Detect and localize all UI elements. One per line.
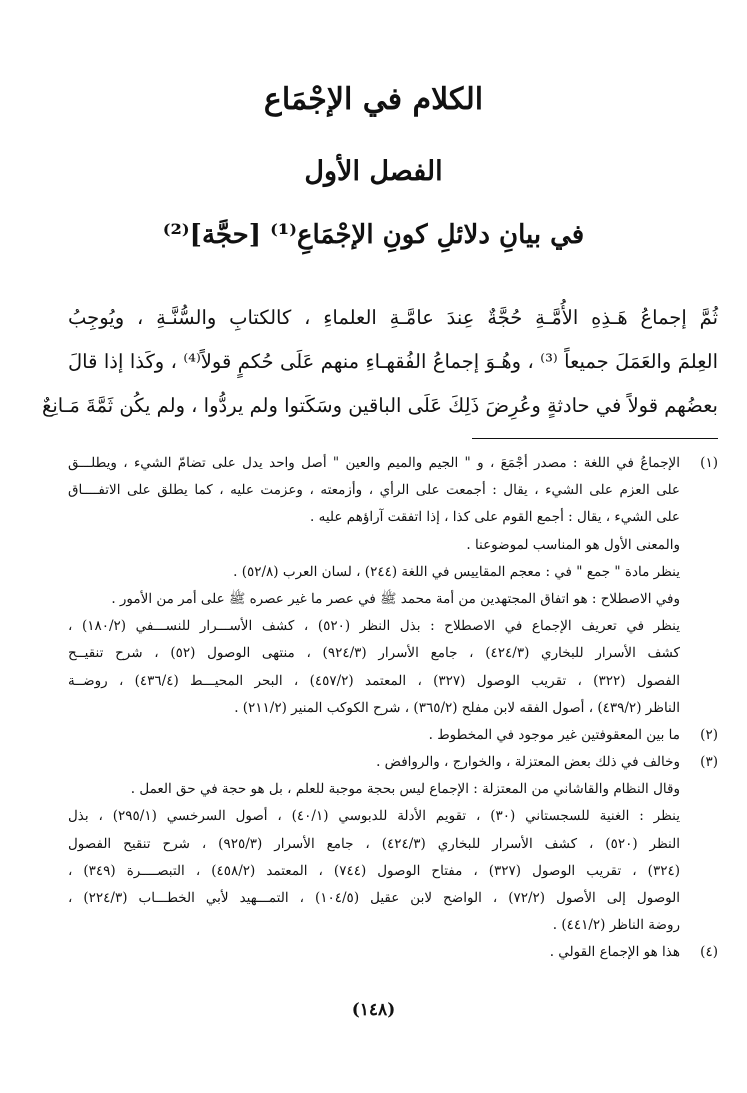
footnote-1 [68,450,718,722]
footnote-line: ما بين المعقوفتين غير موجود في المخطوط . [428,726,680,743]
footnote-number: (١) [700,455,718,471]
footnote-line: وخالف في ذلك بعض المعتزلة ، والخوارج ، والروافض . [376,754,680,771]
footnote-line: على العزم على الشيء ، يقال : أجمعت على الرأي ، وأزمعته ، وعزمت عليه ، كما يطلق على الاتفــــاق [68,482,680,499]
footnote-line: الوصول إلى الأصول (٧٢/٢) ، الواضح لابن عقيل (١٠٤/٥) ، التمـــهيد لأبي الخطـــاب (٢٢٤/٣) ، [68,890,681,906]
page-number: (١٤٨) [351,1000,396,1020]
footnote-line: الناظر (٤٣٩/٢) ، أصول الفقه لابن مفلح (٣٦٥/٢) ، شرح الكوكب المنير (٢١١/٢) . [234,699,680,716]
footnote-line: على الشيء ، يقال : أجمع القوم على كذا ، إذا اتفقت آراؤهم عليه . [310,509,680,526]
footnotes [68,450,718,967]
footnote-line: النظر (٥٢٠) ، كشف الأسرار للبخاري (٤٢٤/٣) ، جامع الأسرار (٩٢٥/٣) ، شرح تنقيح الفصول [68,835,680,852]
footnote-line: وقال النظام والقاشاني من المعتزلة : الإجماع ليس بحجة موجبة للعلم ، بل هو حجة في حق العمل . [130,781,680,798]
section-subtitle: في بيانِ دلائلِ كونِ الإجْمَاعِ⁽¹⁾ [حجَّة]⁽²⁾ [162,220,585,250]
body-line: بعضُهم قولاً في حادثةٍ وعُرِضَ ذَلِكَ عَلَى الباقين وسَكَتوا ولم يردُّوا ، ولم يكُن ثَمَّةَ مَـانِعٌ [41,394,718,417]
footnote-number: (٤) [700,944,718,961]
footnote-line: الفصول (٣٢٢) ، تقريب الوصول (٣٢٧) ، المعتمد (٤٥٧/٢) ، البحر المحيـــط (٤٣٦/٤) ، روضــة [68,672,680,689]
body-line: ثُمَّ إجماعُ هَـذِهِ الأُمَّـةِ حُجَّةٌ عِندَ عامَّـةِ العلماءِ ، كالكتابِ والسُّنَّـةِ ، ويُوجِبُ [68,306,718,329]
body-line: العِلمَ والعَمَلَ جميعاً ⁽³⁾ ، وهُـوَ إجماعُ الفُقهـاءِ منهم عَلَى حُكمٍ قولاً⁽⁴⁾ ، وكَذا إذا قالَ [68,350,718,373]
footnote-4 [68,939,718,966]
footnote-3 [68,749,718,939]
chapter-title: الكلام في الإجْمَاع [263,82,484,117]
footnote-line: والمعنى الأول هو المناسب لموضوعنا . [466,536,680,553]
footnote-line: الإجماعُ في اللغة : مصدر أجْمَعَ ، و " الجيم والميم والعين " أصل واحد يدل على تضامّ الشيء ، ويطلـــق [68,455,680,471]
footnote-separator [472,438,718,439]
footnote-number: (٢) [700,726,718,743]
footnote-line: ينظر : الغنية للسجستاني (٣٠) ، تقويم الأدلة للدبوسي (٤٠/١) ، أصول السرخسي (٢٩٥/١) ، بذل [68,808,680,825]
footnote-line: (٣٢٤) ، تقريب الوصول (٣٢٧) ، مفتاح الوصول (٧٤٤) ، المعتمد (٤٥٨/٢) ، التبصــــرة (٣٤٩) ، [68,862,680,879]
footnote-line: هذا هو الإجماع القولي . [549,944,680,961]
footnote-line: روضة الناظر (٤٤١/٢) . [552,917,680,934]
footnote-line: كشف الأسرار للبخاري (٤٢٤/٣) ، جامع الأسرار (٩٢٤/٣) ، منتهى الوصول (٥٢) ، شرح تنقيــح [68,645,680,662]
footnote-line: ينظر في تعريف الإجماع في الاصطلاح : بذل النظر (٥٢٠) ، كشف الأســـرار للنســـفي (١٨٠/٢) ، [68,618,680,635]
footnote-number: (٣) [700,754,718,771]
footnote-2 [68,722,718,749]
footnote-line: ينظر مادة " جمع " في : معجم المقاييس في اللغة (٢٤٤) ، لسان العرب (٥٢/٨) . [233,563,680,580]
footnote-line: وفي الاصطلاح : هو اتفاق المجتهدين من أمة محمد ﷺ في عصر ما غير عصره ﷺ على أمر من الأمور . [111,590,680,607]
main-text [41,296,718,428]
section-title: الفصل الأول [304,156,443,187]
